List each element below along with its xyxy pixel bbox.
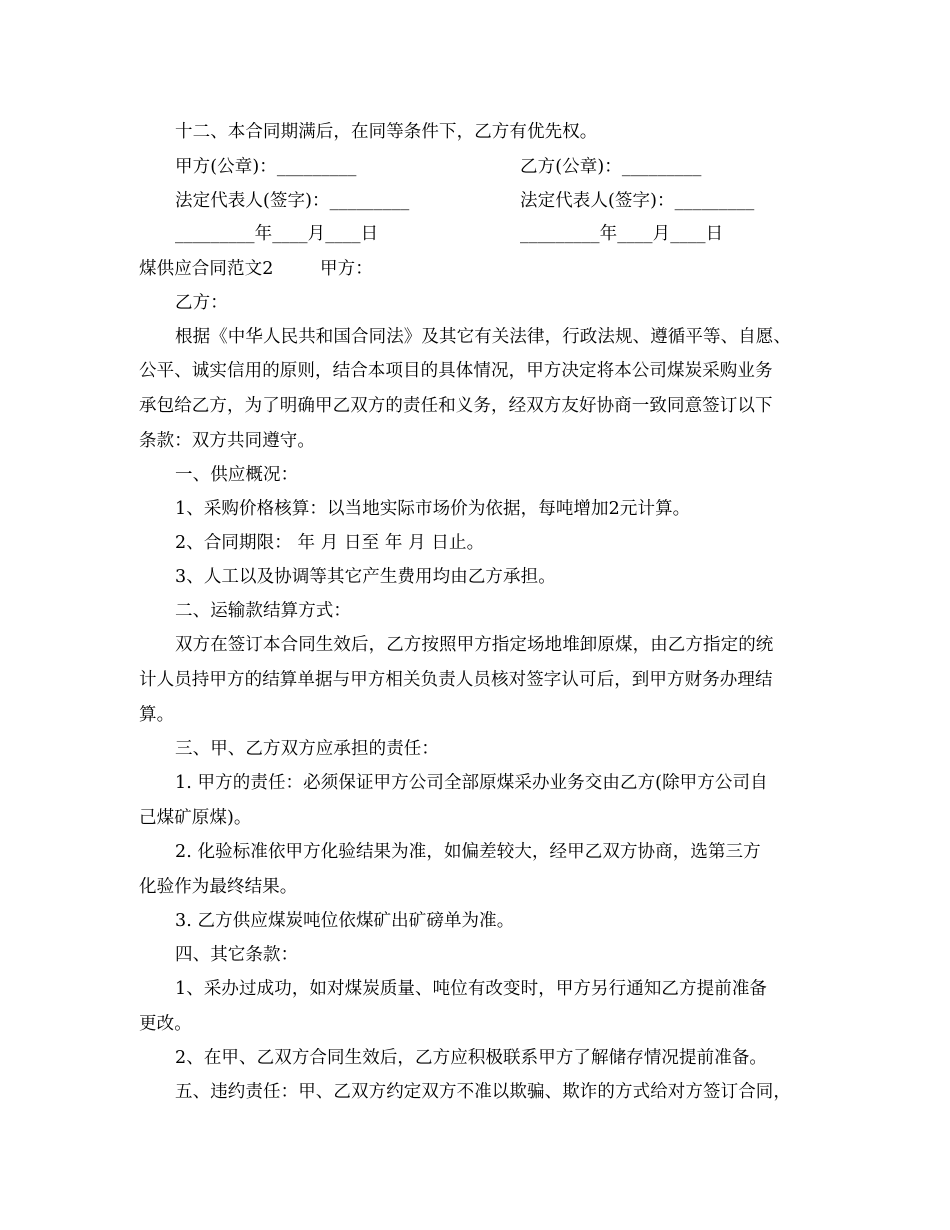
contract-title: 煤供应合同范文2 — [139, 259, 274, 279]
section-3-item-3: 3. 乙方供应煤炭吨位依煤矿出矿磅单为准。 — [175, 911, 515, 931]
section-1-item: 1、采购价格核算：以当地实际市场价为依据，每吨增加2元计算。 — [175, 499, 691, 519]
party-b-label: 乙方： — [175, 293, 228, 313]
party-a-label: 甲方： — [320, 259, 373, 279]
party-b-seal-field: 乙方(公章)：_________ — [520, 157, 702, 177]
party-b-representative-field: 法定代表人(签字)：_________ — [520, 191, 755, 211]
section-1-item: 3、人工以及协调等其它产生费用均由乙方承担。 — [175, 567, 556, 587]
party-a-date-field: _________年____月____日 — [175, 224, 379, 244]
section-3-item-1-line: 己煤矿原煤)。 — [139, 808, 252, 828]
section-4-item-1-line: 1、采办过成功，如对煤炭质量、吨位有改变时，甲方另行通知乙方提前准备 — [175, 979, 768, 999]
preamble-line: 条款：双方共同遵守。 — [139, 431, 315, 451]
section-2-body-line: 计人员持甲方的结算单据与甲方相关负责人员核对签字认可后，到甲方财务办理结 — [139, 670, 773, 690]
party-a-seal-field: 甲方(公章)：_________ — [175, 157, 357, 177]
section-3-heading: 三、甲、乙方双方应承担的责任： — [175, 739, 439, 759]
preamble-line: 公平、诚实信用的原则，结合本项目的具体情况，甲方决定将本公司煤炭采购业务 — [139, 361, 773, 381]
section-1-item: 2、合同期限： 年 月 日至 年 月 日止。 — [175, 533, 485, 553]
section-3-item-2-line: 2. 化验标准依甲方化验结果为准，如偏差较大，经甲乙双方协商，选第三方 — [175, 842, 761, 862]
section-2-heading: 二、运输款结算方式： — [175, 601, 351, 621]
section-2-body-line: 双方在签订本合同生效后，乙方按照甲方指定场地堆卸原煤，由乙方指定的统 — [175, 635, 774, 655]
clause-12: 十二、本合同期满后，在同等条件下，乙方有优先权。 — [175, 122, 598, 142]
section-3-item-1-line: 1. 甲方的责任：必须保证甲方公司全部原煤采办业务交由乙方(除甲方公司自 — [175, 773, 768, 793]
section-2-body-line: 算。 — [139, 705, 175, 725]
section-4-item-2: 2、在甲、乙双方合同生效后，乙方应积极联系甲方了解储存情况提前准备。 — [175, 1048, 768, 1068]
party-b-date-field: _________年____月____日 — [520, 224, 724, 244]
preamble-line: 承包给乙方，为了明确甲乙双方的责任和义务，经双方友好协商一致同意签订以下 — [139, 396, 773, 416]
party-a-representative-field: 法定代表人(签字)：_________ — [175, 191, 410, 211]
section-5-line: 五、违约责任：甲、乙双方约定双方不准以欺骗、欺诈的方式给对方签订合同， — [175, 1082, 791, 1102]
section-3-item-2-line: 化验作为最终结果。 — [139, 877, 298, 897]
section-4-item-1-line: 更改。 — [139, 1014, 192, 1034]
section-1-heading: 一、供应概况： — [175, 465, 299, 485]
preamble-line: 根据《中华人民共和国合同法》及其它有关法律，行政法规、遵循平等、自愿、 — [175, 327, 791, 347]
section-4-heading: 四、其它条款： — [175, 945, 299, 965]
